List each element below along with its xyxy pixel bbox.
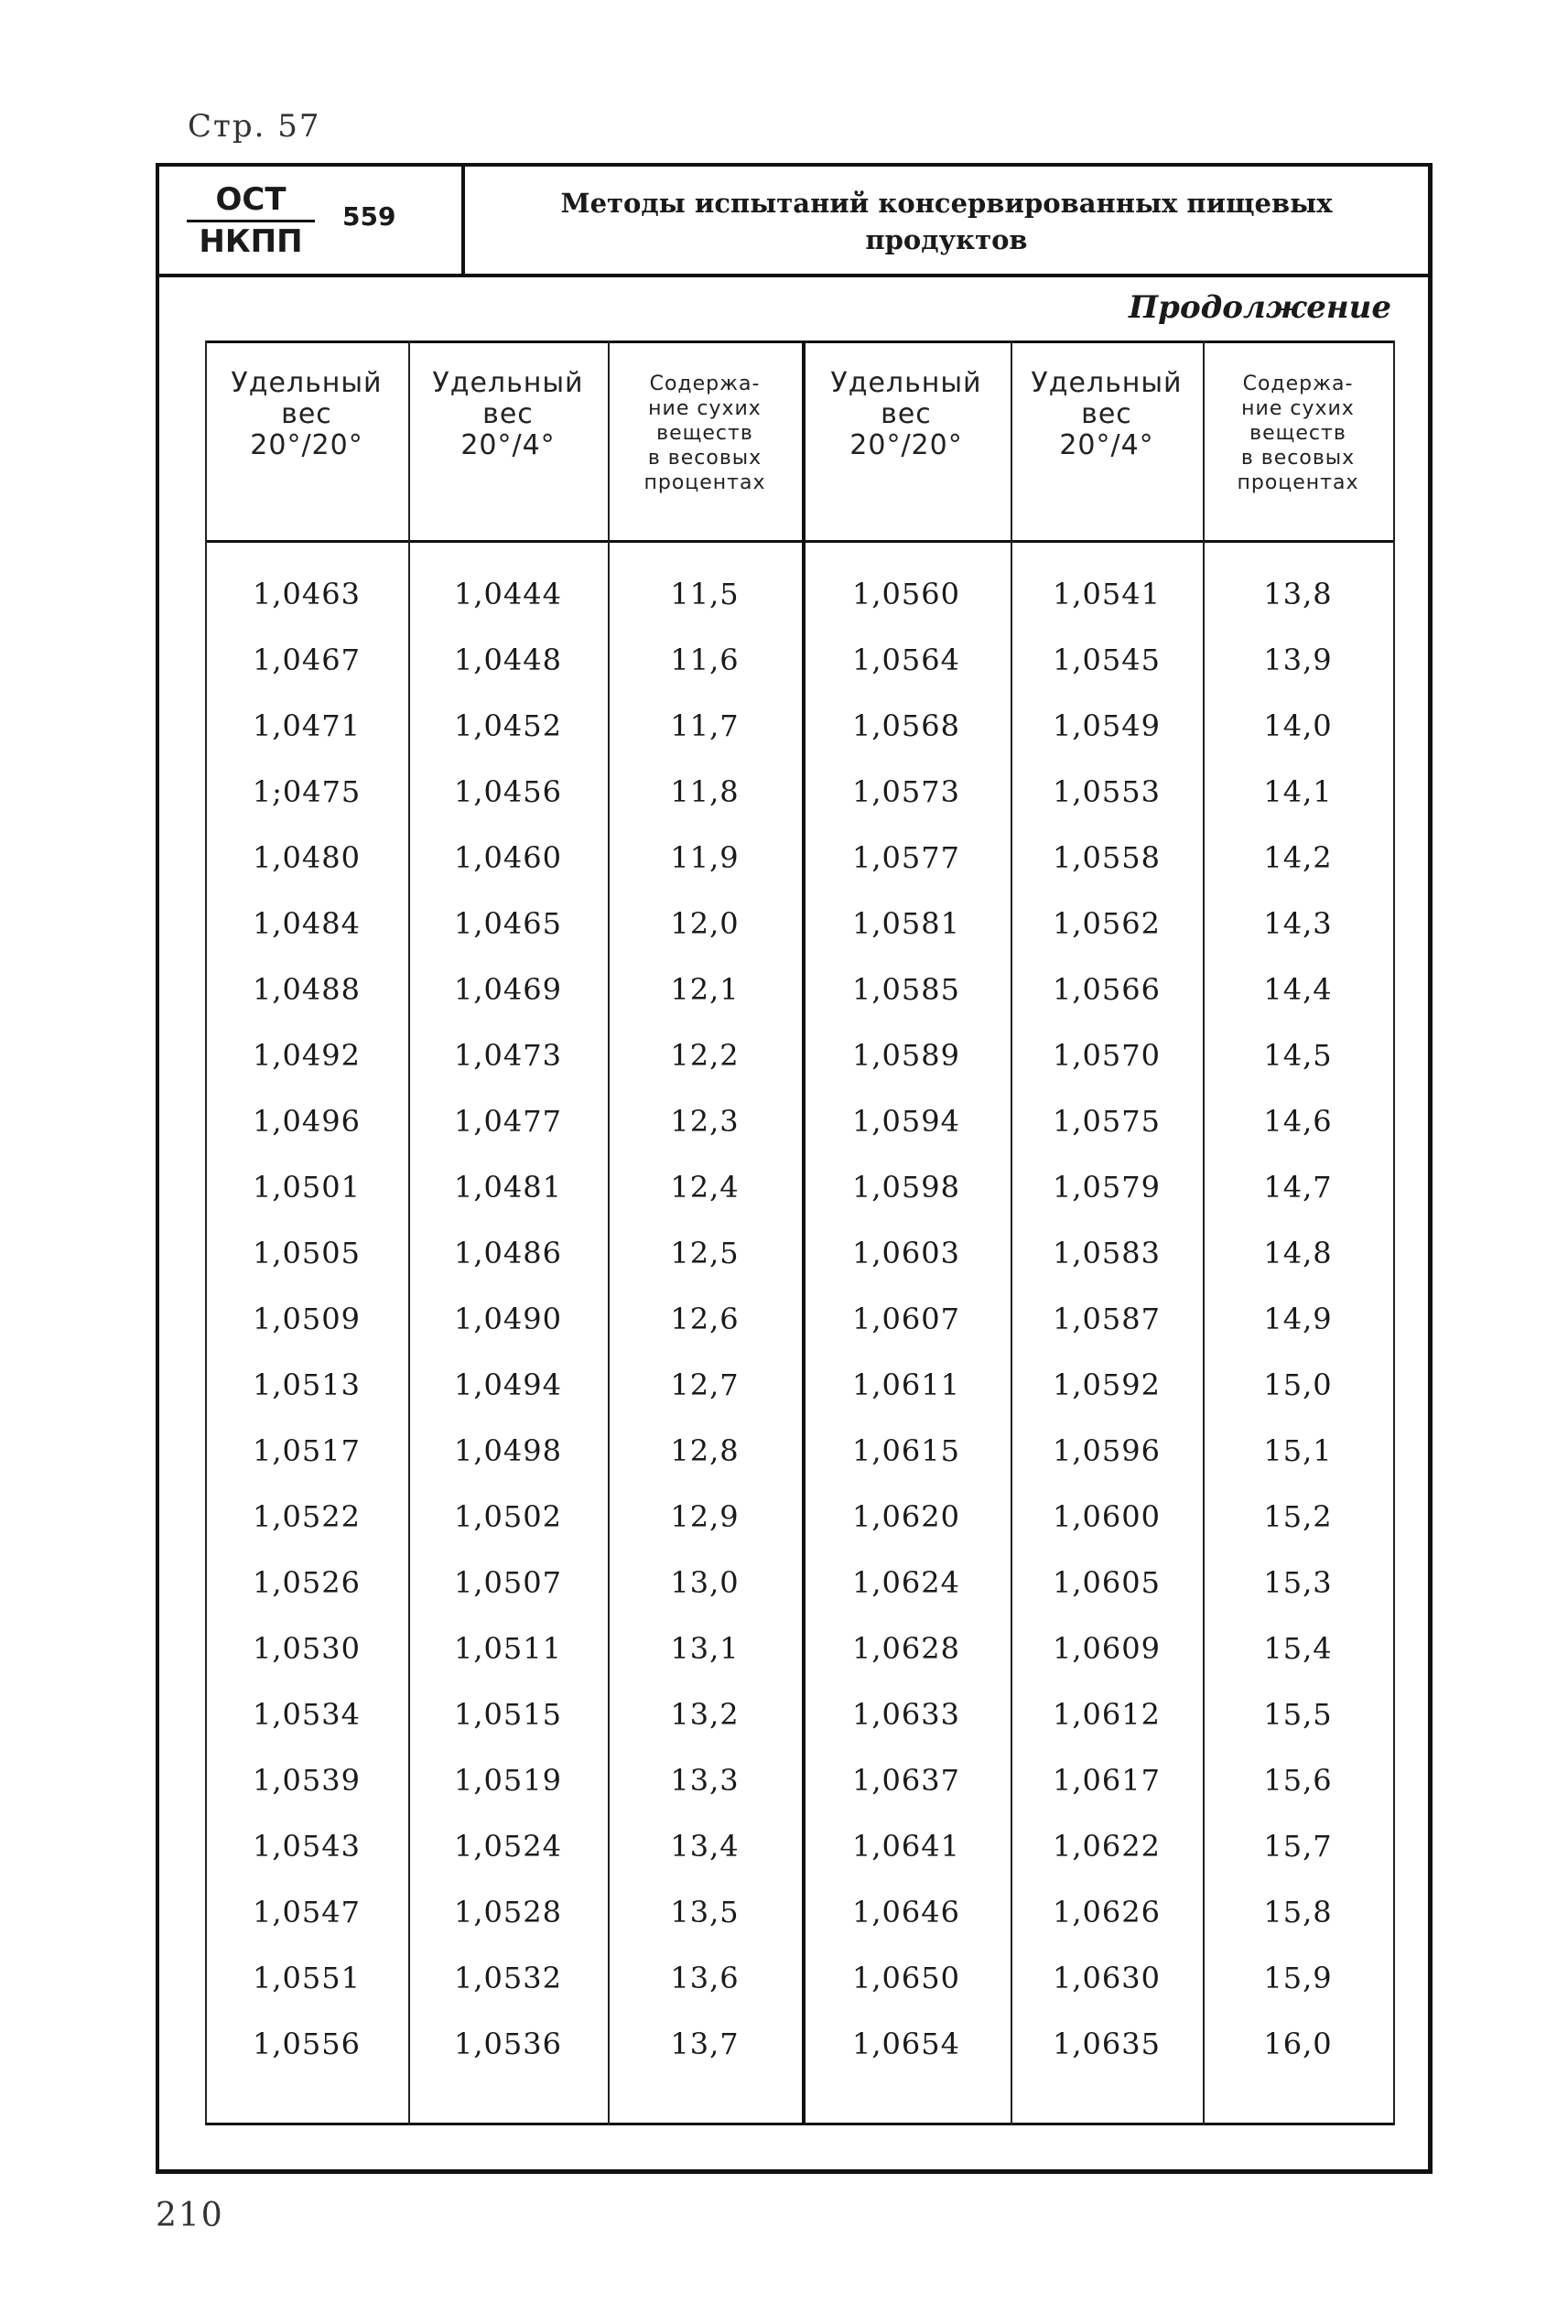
table-cell: 1,0594 <box>852 1104 960 1139</box>
table-cell: 1,0650 <box>852 1961 960 1995</box>
table-cell: 15,9 <box>1263 1961 1333 1995</box>
table-cell: 15,3 <box>1263 1565 1333 1600</box>
table-cell: 1,0502 <box>454 1499 562 1534</box>
table-cell: 14,5 <box>1263 1038 1333 1073</box>
table-row <box>205 577 1395 643</box>
table-cell: 15,8 <box>1263 1895 1333 1929</box>
table-cell: 1,0635 <box>1053 2027 1161 2061</box>
table-cell: 14,9 <box>1263 1302 1333 1336</box>
table-cell: 1,0553 <box>1053 774 1161 809</box>
table-cell: 1,0620 <box>852 1499 960 1534</box>
table-row <box>205 1631 1395 1697</box>
standard-code-divider <box>187 220 315 222</box>
table-cell: 1,0545 <box>1053 643 1161 677</box>
table-cell: 1,0536 <box>454 2027 562 2061</box>
column-header-dry-matter-percent: Содержа- ние сухих веществ в весовых процентах <box>1237 373 1359 494</box>
column-header-specific-gravity-20-4: Удельный вес 20°/4° <box>432 367 584 461</box>
column-header-specific-gravity-20-20: Удельный вес 20°/20° <box>231 367 383 461</box>
table-cell: 1,0530 <box>253 1631 361 1666</box>
table-cell: 1,0617 <box>1053 1763 1161 1798</box>
table-bottom-rule <box>205 2123 1395 2125</box>
table-cell: 1,0469 <box>454 972 562 1007</box>
table-cell: 15,4 <box>1263 1631 1333 1666</box>
table-row <box>205 972 1395 1038</box>
table-cell: 1,0587 <box>1053 1302 1161 1336</box>
table-cell: 1,0534 <box>253 1697 361 1732</box>
table-cell: 1,0488 <box>253 972 361 1007</box>
table-cell: 13,4 <box>670 1829 740 1864</box>
table-cell: 15,7 <box>1263 1829 1333 1864</box>
table-cell: 1,0568 <box>852 708 960 743</box>
table-cell: 1,0637 <box>852 1763 960 1798</box>
table-cell: 14,7 <box>1263 1170 1333 1205</box>
table-cell: 12,9 <box>670 1499 740 1534</box>
table-cell: 1,0579 <box>1053 1170 1161 1205</box>
table-cell: 1,0607 <box>852 1302 960 1336</box>
table-cell: 1,0551 <box>253 1961 361 1995</box>
table-cell: 1,0444 <box>454 577 562 611</box>
specific-gravity-table <box>205 340 1395 2125</box>
table-cell: 1,0633 <box>852 1697 960 1732</box>
column-header-specific-gravity-20-20: Удельный вес 20°/20° <box>830 367 982 461</box>
table-cell: 1,0592 <box>1053 1367 1161 1402</box>
table-cell: 16,0 <box>1263 2027 1333 2061</box>
table-cell: 1,0585 <box>852 972 960 1007</box>
table-row <box>205 2027 1395 2092</box>
table-cell: 13,5 <box>670 1895 740 1929</box>
table-cell: 1,0467 <box>253 643 361 677</box>
table-row <box>205 774 1395 840</box>
table-cell: 1,0611 <box>852 1367 960 1402</box>
table-row <box>205 1038 1395 1104</box>
table-cell: 15,5 <box>1263 1697 1333 1732</box>
table-top-rule <box>205 340 1395 343</box>
table-cell: 1,0494 <box>454 1367 562 1402</box>
table-cell: 13,9 <box>1263 643 1333 677</box>
table-cell: 13,2 <box>670 1697 740 1732</box>
table-row <box>205 1302 1395 1367</box>
table-cell: 14,0 <box>1263 708 1333 743</box>
table-cell: 1,0477 <box>454 1104 562 1139</box>
table-cell: 1,0598 <box>852 1170 960 1205</box>
table-cell: 1,0609 <box>1053 1631 1161 1666</box>
standard-code-box <box>159 167 465 274</box>
column-header-specific-gravity-20-4: Удельный вес 20°/4° <box>1031 367 1183 461</box>
table-cell: 13,1 <box>670 1631 740 1666</box>
table-cell: 1,0612 <box>1053 1697 1161 1732</box>
table-row <box>205 1367 1395 1433</box>
table-cell: 1,0583 <box>1053 1236 1161 1270</box>
table-cell: 13,7 <box>670 2027 740 2061</box>
table-cell: 1,0509 <box>253 1302 361 1336</box>
table-cell: 1,0463 <box>253 577 361 611</box>
table-cell: 12,6 <box>670 1302 740 1336</box>
table-cell: 14,3 <box>1263 906 1333 941</box>
table-cell: 1,0573 <box>852 774 960 809</box>
table-cell: 1,0524 <box>454 1829 562 1864</box>
standard-code-top: ОСТ <box>215 181 287 218</box>
table-row <box>205 1499 1395 1565</box>
column-header-dry-matter-percent: Содержа- ние сухих веществ в весовых процентах <box>643 373 766 494</box>
table-cell: 1,0603 <box>852 1236 960 1270</box>
table-cell: 1,0515 <box>454 1697 562 1732</box>
table-cell: 1,0622 <box>1053 1829 1161 1864</box>
table-cell: 1,0517 <box>253 1433 361 1468</box>
table-cell: 1,0562 <box>1053 906 1161 941</box>
table-cell: 1,0473 <box>454 1038 562 1073</box>
table-header-rule <box>205 540 1395 543</box>
table-cell: 1,0600 <box>1053 1499 1161 1534</box>
table-row <box>205 1961 1395 2027</box>
table-cell: 12,4 <box>670 1170 740 1205</box>
table-cell: 11,9 <box>670 840 740 875</box>
table-row <box>205 1763 1395 1829</box>
continuation-label: Продолжение <box>1129 289 1391 326</box>
table-cell: 1,0541 <box>1053 577 1161 611</box>
table-row <box>205 1565 1395 1631</box>
table-cell: 1,0581 <box>852 906 960 941</box>
table-cell: 1,0513 <box>253 1367 361 1402</box>
table-cell: 1,0532 <box>454 1961 562 1995</box>
table-cell: 1,0615 <box>852 1433 960 1468</box>
table-cell: 1,0543 <box>253 1829 361 1864</box>
table-cell: 12,5 <box>670 1236 740 1270</box>
table-cell: 14,8 <box>1263 1236 1333 1270</box>
table-cell: 1,0505 <box>253 1236 361 1270</box>
table-cell: 14,1 <box>1263 774 1333 809</box>
table-cell: 12,0 <box>670 906 740 941</box>
table-row <box>205 1433 1395 1499</box>
table-cell: 1,0511 <box>454 1631 562 1666</box>
table-cell: 1,0575 <box>1053 1104 1161 1139</box>
table-cell: 14,6 <box>1263 1104 1333 1139</box>
table-cell: 12,2 <box>670 1038 740 1073</box>
table-cell: 1,0560 <box>852 577 960 611</box>
page-number: 210 <box>156 2197 224 2234</box>
table-cell: 12,7 <box>670 1367 740 1402</box>
table-cell: 12,3 <box>670 1104 740 1139</box>
table-cell: 1,0566 <box>1053 972 1161 1007</box>
table-cell: 15,1 <box>1263 1433 1333 1468</box>
table-cell: 1,0539 <box>253 1763 361 1798</box>
document-header <box>159 167 1428 277</box>
table-row <box>205 643 1395 708</box>
table-cell: 1,0641 <box>852 1829 960 1864</box>
document-frame <box>156 163 1433 2174</box>
table-row <box>205 1697 1395 1763</box>
table-cell: 1,0646 <box>852 1895 960 1929</box>
table-cell: 1,0522 <box>253 1499 361 1534</box>
table-cell: 1,0465 <box>454 906 562 941</box>
table-cell: 1,0624 <box>852 1565 960 1600</box>
table-cell: 15,6 <box>1263 1763 1333 1798</box>
table-cell: 1,0471 <box>253 708 361 743</box>
table-cell: 11,5 <box>670 577 740 611</box>
table-cell: 1,0507 <box>454 1565 562 1600</box>
table-cell: 13,6 <box>670 1961 740 1995</box>
table-row <box>205 1895 1395 1961</box>
table-cell: 13,8 <box>1263 577 1333 611</box>
table-cell: 1,0605 <box>1053 1565 1161 1600</box>
table-cell: 11,8 <box>670 774 740 809</box>
document-title: Методы испытаний консервированных пищевых продуктов <box>560 188 1333 255</box>
table-cell: 1,0519 <box>454 1763 562 1798</box>
table-row <box>205 1104 1395 1170</box>
table-cell: 11,6 <box>670 643 740 677</box>
table-cell: 12,8 <box>670 1433 740 1468</box>
table-cell: 1,0626 <box>1053 1895 1161 1929</box>
table-cell: 14,2 <box>1263 840 1333 875</box>
table-body <box>205 577 1395 2092</box>
table-cell: 1,0549 <box>1053 708 1161 743</box>
table-cell: 1,0492 <box>253 1038 361 1073</box>
table-cell: 13,3 <box>670 1763 740 1798</box>
table-cell: 1,0570 <box>1053 1038 1161 1073</box>
table-cell: 1,0501 <box>253 1170 361 1205</box>
table-cell: 1,0486 <box>454 1236 562 1270</box>
table-row <box>205 1829 1395 1895</box>
table-cell: 1,0558 <box>1053 840 1161 875</box>
table-row <box>205 840 1395 906</box>
table-cell: 1,0460 <box>454 840 562 875</box>
table-cell: 1,0448 <box>454 643 562 677</box>
table-cell: 12,1 <box>670 972 740 1007</box>
table-cell: 1,0596 <box>1053 1433 1161 1468</box>
table-cell: 14,4 <box>1263 972 1333 1007</box>
table-cell: 13,0 <box>670 1565 740 1600</box>
table-row <box>205 906 1395 972</box>
table-cell: 1,0490 <box>454 1302 562 1336</box>
table-cell: 1,0484 <box>253 906 361 941</box>
table-cell: 1,0456 <box>454 774 562 809</box>
table-cell: 1,0630 <box>1053 1961 1161 1995</box>
table-cell: 11,7 <box>670 708 740 743</box>
table-row <box>205 1170 1395 1236</box>
table-cell: 1,0526 <box>253 1565 361 1600</box>
table-cell: 1,0577 <box>852 840 960 875</box>
table-cell: 1,0528 <box>454 1895 562 1929</box>
table-cell: 1;0475 <box>252 774 362 809</box>
table-cell: 15,2 <box>1263 1499 1333 1534</box>
table-cell: 1,0547 <box>253 1895 361 1929</box>
table-cell: 1,0480 <box>253 840 361 875</box>
table-cell: 1,0556 <box>253 2027 361 2061</box>
standard-code-bottom: НКПП <box>199 223 303 260</box>
table-cell: 1,0628 <box>852 1631 960 1666</box>
table-cell: 1,0654 <box>852 2027 960 2061</box>
table-row <box>205 708 1395 774</box>
standard-number: 559 <box>342 201 396 232</box>
table-cell: 1,0589 <box>852 1038 960 1073</box>
table-cell: 1,0481 <box>454 1170 562 1205</box>
table-cell: 1,0496 <box>253 1104 361 1139</box>
table-cell: 1,0452 <box>454 708 562 743</box>
table-cell: 1,0564 <box>852 643 960 677</box>
table-cell: 15,0 <box>1263 1367 1333 1402</box>
table-cell: 1,0498 <box>454 1433 562 1468</box>
page-reference: Стр. 57 <box>188 108 321 145</box>
table-row <box>205 1236 1395 1302</box>
